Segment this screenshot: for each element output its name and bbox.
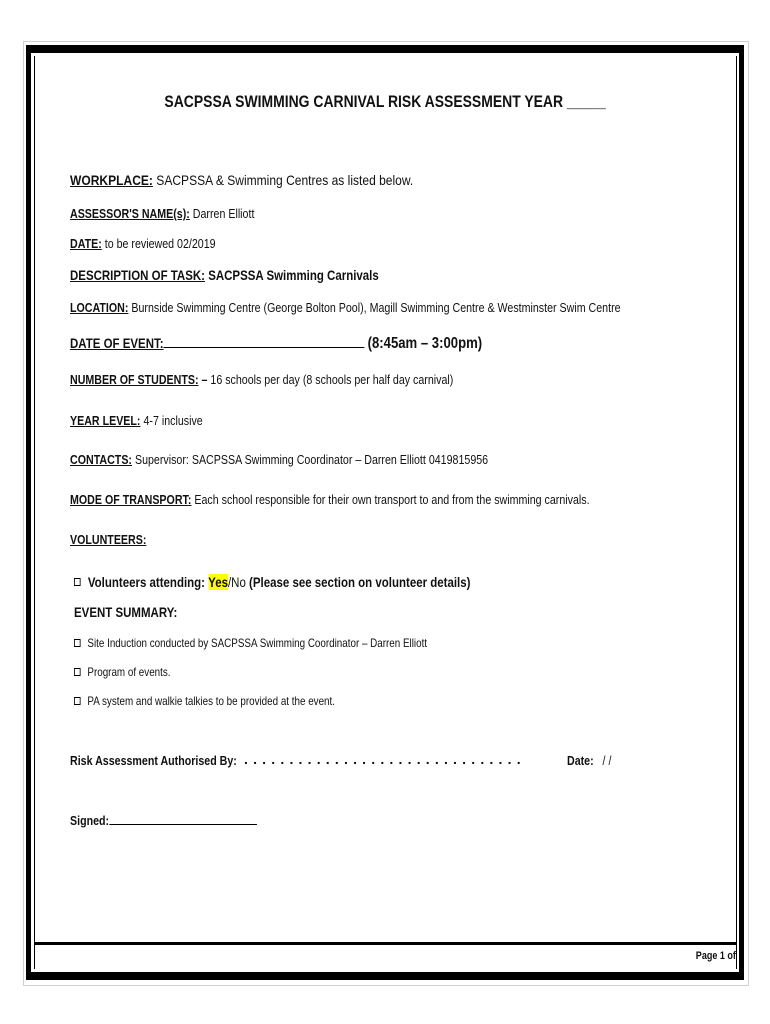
authorised-label: Risk Assessment Authorised By: <box>70 753 237 768</box>
list-item-text: PA system and walkie talkies to be provided at the event. <box>87 694 336 708</box>
volunteers-no: /No <box>227 574 246 590</box>
checkbox-icon <box>74 697 81 705</box>
event-summary-heading: EVENT SUMMARY: <box>74 604 178 620</box>
task-row <box>70 267 447 283</box>
transport-row <box>70 492 704 507</box>
list-item <box>74 636 505 650</box>
task-label: DESCRIPTION OF TASK: <box>70 267 206 283</box>
volunteers-attending-label: Volunteers attending: <box>87 574 205 590</box>
signature-line <box>109 812 257 825</box>
location-value: Burnside Swimming Centre (George Bolton Pool), Magill Swimming Centre & Westminster Swim Centre <box>131 300 621 315</box>
page-border-top <box>26 45 744 53</box>
contacts-label: CONTACTS: <box>70 452 132 467</box>
location-row <box>70 300 741 315</box>
list-item-text: Program of events. <box>87 665 171 679</box>
task-value: SACPSSA Swimming Carnivals <box>208 267 379 283</box>
authorised-row <box>70 753 274 768</box>
students-label: NUMBER OF STUDENTS: <box>70 372 199 387</box>
document-title: SACPSSA SWIMMING CARNIVAL RISK ASSESSMENT YEAR _____ <box>164 92 606 111</box>
authorised-date-label: Date: <box>567 753 594 768</box>
event-date-blank <box>164 333 365 348</box>
assessor-value: Darren Elliott <box>192 206 255 221</box>
workplace-value: SACPSSA & Swimming Centres as listed below. <box>156 172 414 188</box>
list-item <box>74 665 192 679</box>
checkbox-icon <box>74 639 81 647</box>
authorised-date-value: / / <box>602 753 612 768</box>
date-label: DATE: <box>70 236 102 251</box>
signed-label: Signed: <box>70 813 110 828</box>
assessor-label: ASSESSOR'S NAME(s): <box>70 206 190 221</box>
volunteers-attending-row <box>74 574 557 590</box>
students-dash: – <box>201 372 208 387</box>
location-label: LOCATION: <box>70 300 129 315</box>
volunteers-label: VOLUNTEERS: <box>70 532 147 547</box>
contacts-value: Supervisor: SACPSSA Swimming Coordinator – Darren Elliott 0419815956 <box>134 452 489 467</box>
contacts-row <box>70 452 580 467</box>
authorised-date <box>567 753 621 768</box>
workplace-label: WORKPLACE: <box>70 172 153 188</box>
volunteers-yes: Yes <box>208 574 228 590</box>
year-level-value: 4-7 inclusive <box>143 413 203 428</box>
checkbox-icon <box>74 668 81 676</box>
page-inner-border-left <box>34 56 35 969</box>
workplace-row <box>70 172 469 188</box>
date-row <box>70 236 248 251</box>
event-date-label: DATE OF EVENT: <box>70 335 164 351</box>
transport-value: Each school responsible for their own transport to and from the swimming carnivals. <box>194 492 590 507</box>
page-inner-border-right <box>736 56 737 969</box>
list-item-text: Site Induction conducted by SACPSSA Swimming Coordinator – Darren Elliott <box>87 636 428 650</box>
page-border-bottom <box>26 972 744 980</box>
volunteers-note: (Please see section on volunteer details) <box>249 574 471 590</box>
assessor-row <box>70 206 295 221</box>
transport-label: MODE OF TRANSPORT: <box>70 492 192 507</box>
students-value: 16 schools per day (8 schools per half day carnival) <box>210 372 454 387</box>
checkbox-icon <box>74 578 81 586</box>
signed-row <box>70 812 298 828</box>
event-time: (8:45am – 3:00pm) <box>367 335 483 352</box>
students-row <box>70 372 537 387</box>
page-border-right <box>739 45 744 980</box>
page-number: Page 1 of <box>695 950 736 962</box>
volunteers-row <box>70 532 163 547</box>
date-value: to be reviewed 02/2019 <box>104 236 216 251</box>
footer-rule <box>35 942 736 945</box>
page-border-left <box>26 45 31 980</box>
year-level-label: YEAR LEVEL: <box>70 413 141 428</box>
authorised-dots: ............................... <box>244 751 526 767</box>
year-level-row <box>70 413 232 428</box>
event-date-row <box>70 333 573 353</box>
list-item <box>74 694 392 708</box>
